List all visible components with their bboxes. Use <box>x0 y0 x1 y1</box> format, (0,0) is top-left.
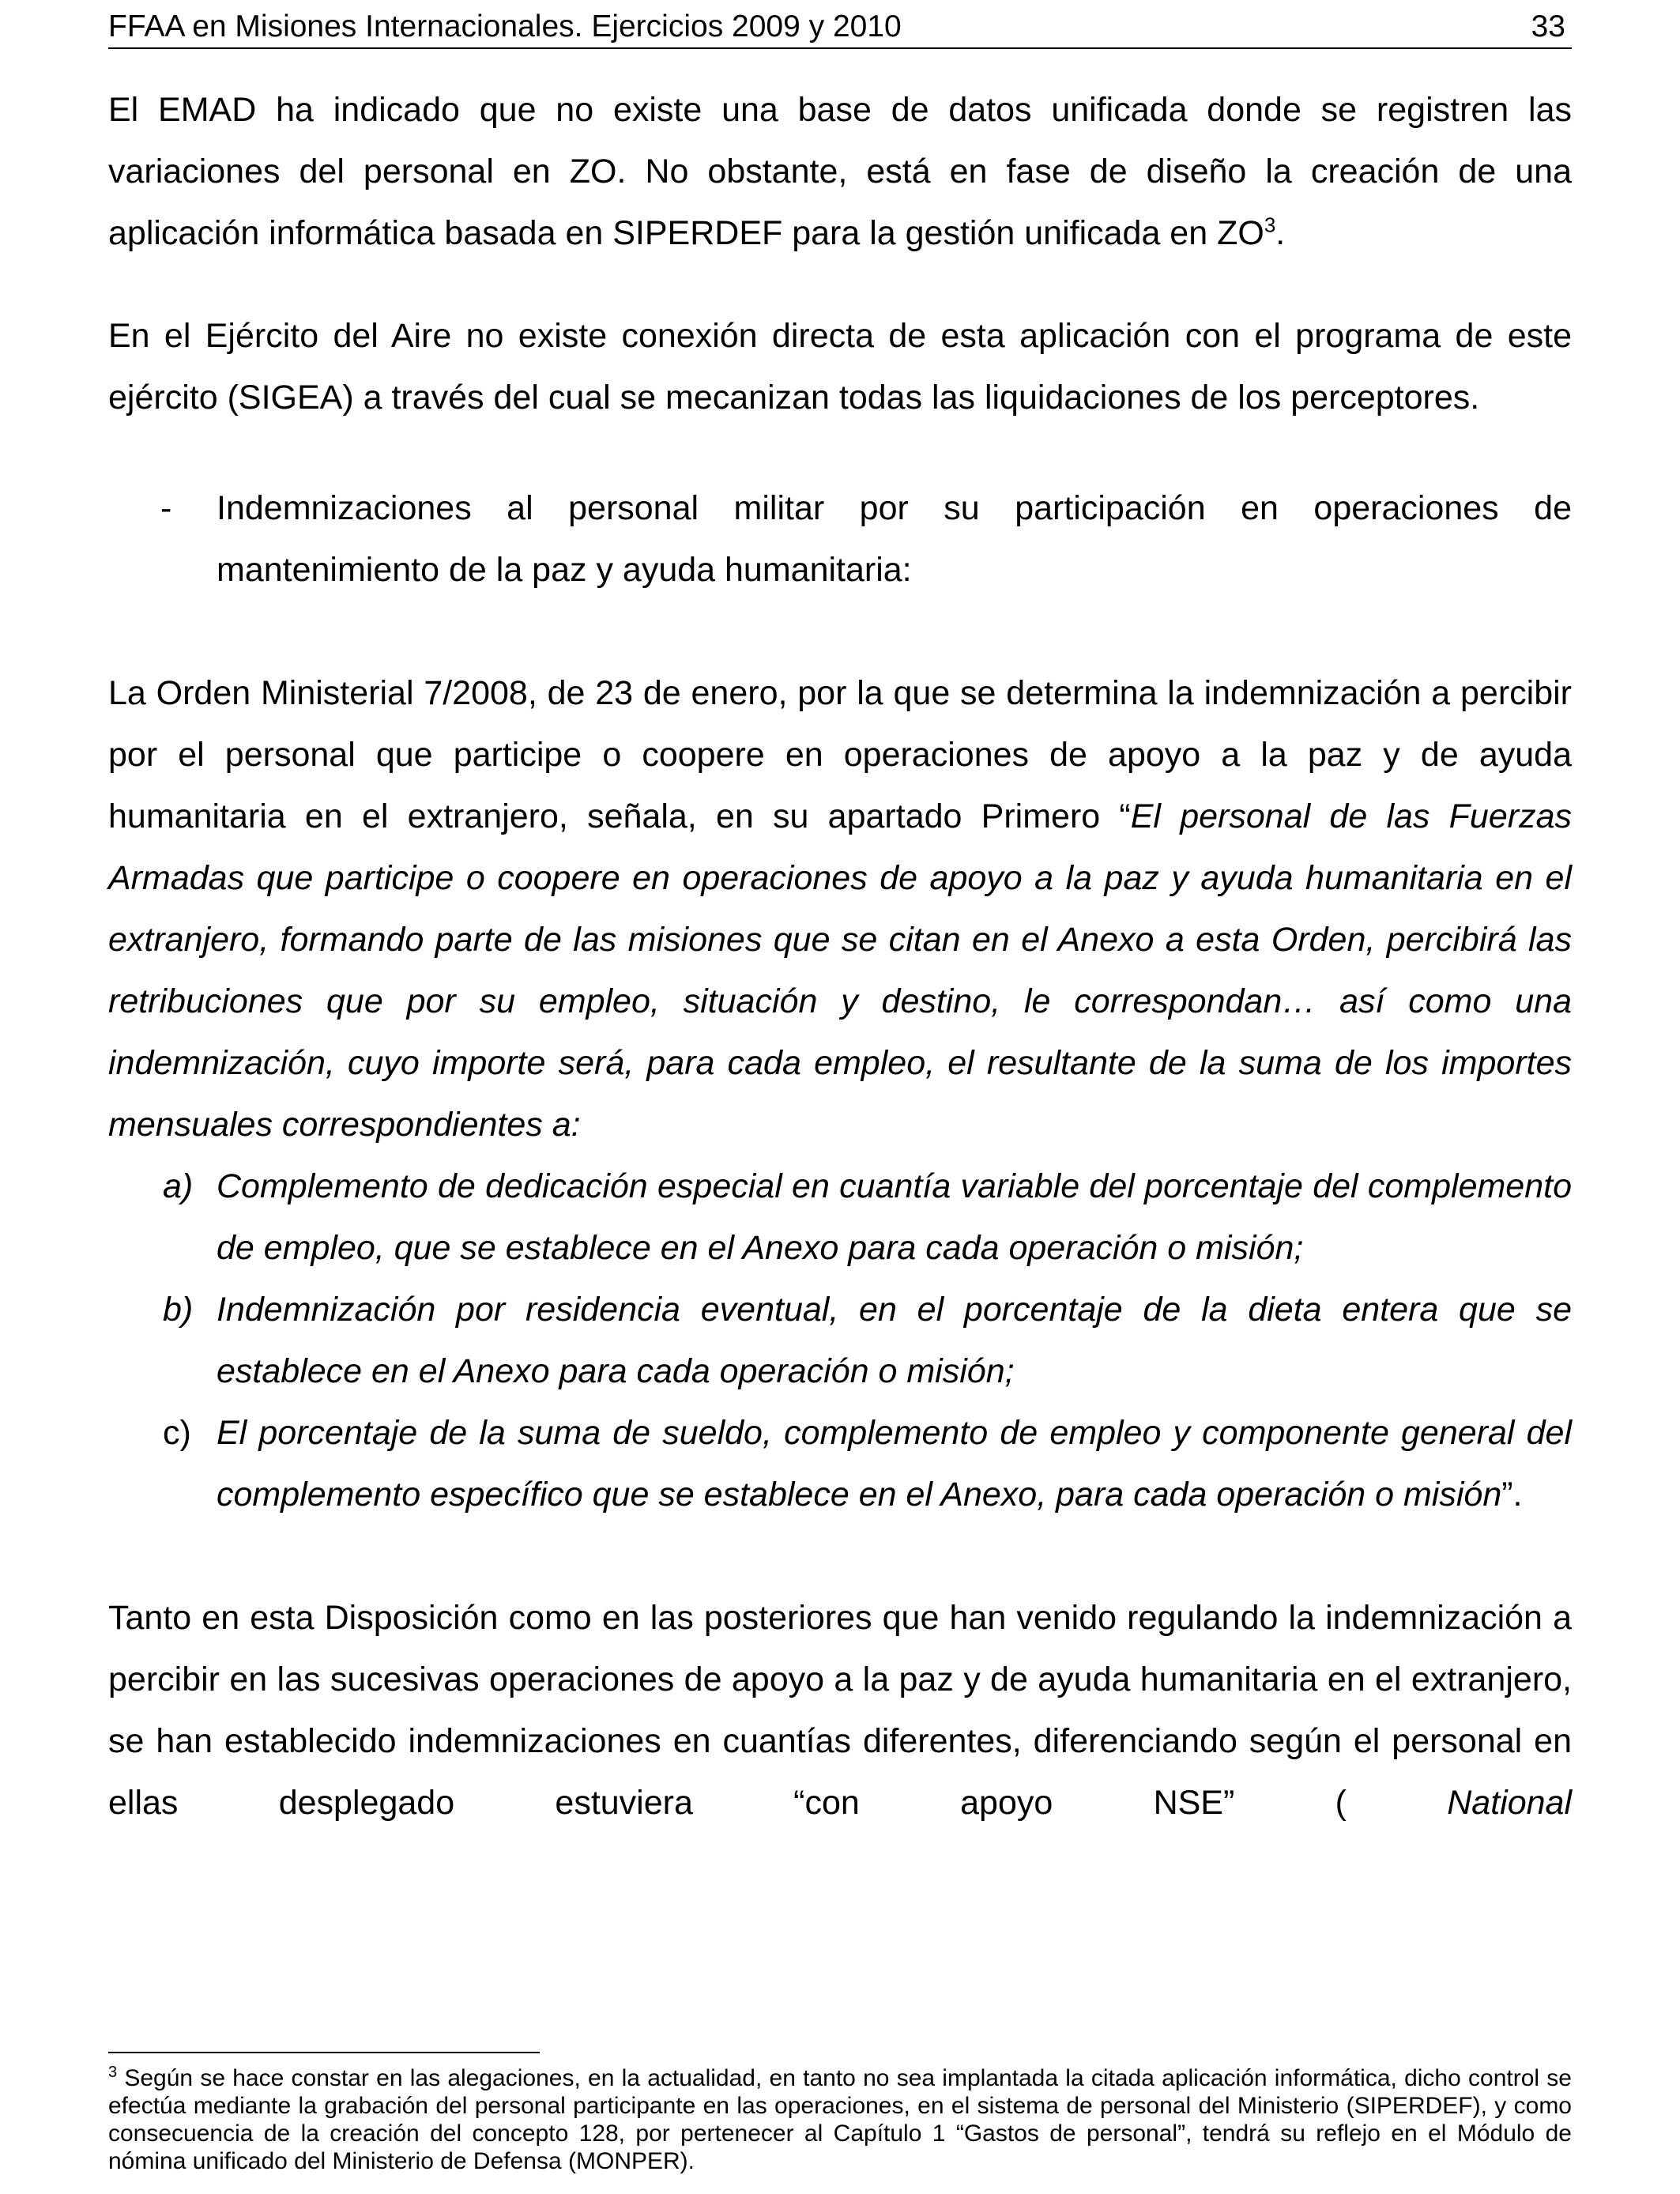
list-text-c: El porcentaje de la suma de sueldo, complemento de empleo y componente general del complemento específico que se establece en el Anexo, para cada operación o misión <box>217 1414 1572 1514</box>
footnote-number: 3 <box>108 2064 118 2081</box>
list-text-a: Complemento de dedicación especial en cuantía variable del porcentaje del complemento de empleo, que se establece en el Anexo para cada operación o misión; <box>217 1167 1572 1267</box>
footnote <box>108 2064 1572 2175</box>
tanto-text: Tanto en esta Disposición como en las posteriores que han venido regulando la indemnización a percibir en las sucesivas operaciones de apoyo a la paz y de ayuda humanitaria en el extranjero, se han establecido indemnizaciones en cuantías diferentes, diferenciando según el personal en ellas desplegado estuviera “con apoyo NSE” ( <box>108 1599 1572 1822</box>
footnote-text: Según se hace constar en las alegaciones, en la actualidad, en tanto no sea implantada la citada aplicación informática, dicho control se efectúa mediante la grabación del personal participante en las operaciones, en el sistema de personal del Ministerio (SIPERDEF), y como consecuencia de la creación del concepto 128, por pertenecer al Capítulo 1 “Gastos de personal”, tendrá su reflejo en el Módulo de nómina unificado del Ministerio de Defensa (MONPER). <box>108 2065 1572 2174</box>
dash-marker: - <box>160 489 172 527</box>
paragraph-emad-end: . <box>1275 214 1286 252</box>
orden-lead-text: La Orden Ministerial 7/2008, de 23 de enero, por la que se determina la indemnización a percibir por el personal que participe o coopere en operaciones de apoyo a la paz y de ayuda humanitaria en el extranjero, señala, en su apartado Primero “ <box>108 674 1572 835</box>
list-item-c <box>108 1402 1572 1525</box>
list-marker-a: a) <box>163 1167 194 1205</box>
list-marker-b: b) <box>163 1291 194 1329</box>
list-closing-quote: ”. <box>1501 1476 1523 1514</box>
page-body <box>108 79 1572 1834</box>
list-item-b <box>108 1279 1572 1402</box>
page-number: 33 <box>1531 9 1565 43</box>
list-marker-c: c) <box>163 1414 191 1452</box>
footnote-reference[interactable]: 3 <box>1264 213 1276 237</box>
list-text-b: Indemnización por residencia eventual, en el porcentaje de la dieta entera que se establece en el Anexo para cada operación o misión; <box>217 1291 1572 1390</box>
list-item-a <box>108 1155 1572 1279</box>
header-title: FFAA en Misiones Internacionales. Ejercicios 2009 y 2010 <box>108 9 902 43</box>
paragraph-orden-ministerial <box>108 662 1572 1155</box>
paragraph-tanto <box>108 1587 1572 1834</box>
footnote-separator <box>108 2052 540 2053</box>
paragraph-ejercito-aire: En el Ejército del Aire no existe conexión directa de esta aplicación con el programa de este ejército (SIGEA) a través del cual se mecanizan todas las liquidaciones de los perceptores. <box>108 317 1572 417</box>
dash-list-item <box>108 477 1572 601</box>
orden-quote-text: El personal de las Fuerzas Armadas que participe o coopere en operaciones de apoyo a la paz y ayuda humanitaria en el extranjero, formando parte de las misiones que se citan en el Anexo a esta Orden, percibirá las retribuciones que por su empleo, situación y destino, le correspondan… así como una indemnización, cuyo importe será, para cada empleo, el resultante de la suma de los importes mensuales correspondientes a: <box>108 797 1572 1144</box>
dash-item-text: Indemnizaciones al personal militar por su participación en operaciones de mantenimiento de la paz y ayuda humanitaria: <box>217 489 1572 589</box>
page-header <box>108 8 1572 49</box>
paragraph-emad <box>108 79 1572 264</box>
tanto-italic-tail: National <box>1447 1784 1572 1822</box>
paragraph-emad-text: El EMAD ha indicado que no existe una base de datos unificada donde se registren las variaciones del personal en ZO. No obstante, está en fase de diseño la creación de una aplicación informática basada en SIPERDEF para la gestión unificada en ZO <box>108 91 1572 252</box>
